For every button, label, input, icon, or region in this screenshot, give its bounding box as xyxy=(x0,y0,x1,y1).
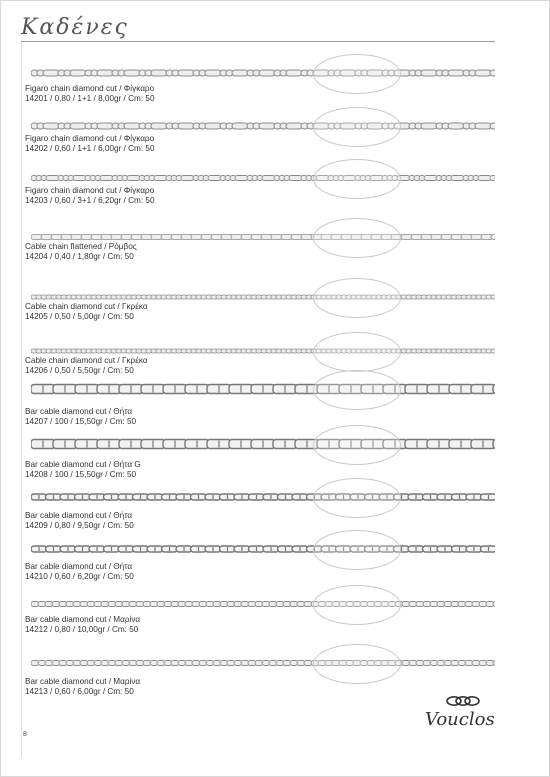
magnifier-circle xyxy=(313,332,401,372)
magnifier-circle xyxy=(313,585,401,625)
product-caption xyxy=(25,356,148,376)
product-name: Figaro chain diamond cut / Φίγκαρο xyxy=(25,134,155,143)
product-specs: 14206 / 0,50 / 5,50gr / Cm: 50 xyxy=(25,366,134,375)
product-specs: 14209 / 0,80 / 9,50gr / Cm: 50 xyxy=(25,521,134,530)
product-name: Cable chain diamond cut / Γκρέκα xyxy=(25,356,148,365)
magnifier-circle xyxy=(313,478,401,518)
magnifier-circle xyxy=(313,54,401,94)
product-name: Cable chain diamond cut / Γκρέκα xyxy=(25,302,148,311)
product-name: Bar cable diamond cut / Μαρίνα xyxy=(25,615,141,624)
chain-image xyxy=(31,489,495,503)
product-specs: 14201 / 0,80 / 1+1 / 8,00gr / Cm: 50 xyxy=(25,94,155,103)
magnifier-circle xyxy=(313,644,401,684)
product-name: Figaro chain diamond cut / Φίγκαρο xyxy=(25,186,155,195)
product-specs: 14203 / 0,60 / 3+1 / 6,20gr / Cm: 50 xyxy=(25,196,155,205)
chain-image xyxy=(31,343,495,357)
product-caption xyxy=(25,302,148,322)
product-name: Bar cable diamond cut / Θήτα G xyxy=(25,460,141,469)
product-caption xyxy=(25,615,140,635)
product-caption xyxy=(25,242,137,262)
product-caption xyxy=(25,134,155,154)
magnifier-circle xyxy=(313,370,401,410)
product-specs: 14204 / 0,40 / 1,80gr / Cm: 50 xyxy=(25,252,134,261)
page-title: Καδένες xyxy=(21,15,129,40)
product-caption xyxy=(25,562,134,582)
product-specs: 14205 / 0,50 / 5,00gr / Cm: 50 xyxy=(25,312,134,321)
magnifier-circle xyxy=(313,425,401,465)
product-specs: 14213 / 0,60 / 6,00gr / Cm: 50 xyxy=(25,687,134,696)
product-name: Bar cable diamond cut / Μαρίνα xyxy=(25,677,141,686)
product-caption xyxy=(25,677,140,697)
chain-image xyxy=(31,229,495,243)
magnifier-circle xyxy=(313,218,401,258)
chain-image xyxy=(31,655,495,669)
magnifier-circle xyxy=(313,278,401,318)
product-caption xyxy=(25,460,141,480)
left-margin-rule xyxy=(21,43,22,758)
header-divider xyxy=(21,41,495,42)
product-name: Bar cable diamond cut / Θήτα xyxy=(25,407,133,416)
product-caption xyxy=(25,407,136,427)
product-caption xyxy=(25,511,134,531)
chain-image xyxy=(31,118,495,132)
chain-image xyxy=(31,170,495,184)
chain-image xyxy=(31,436,495,450)
product-specs: 14210 / 0,60 / 6,20gr / Cm: 50 xyxy=(25,572,134,581)
brand-name: Vouclos xyxy=(425,709,495,730)
product-name: Bar cable diamond cut / Θήτα xyxy=(25,562,133,571)
chain-image xyxy=(31,596,495,610)
magnifier-circle xyxy=(313,530,401,570)
product-specs: 14207 / 100 / 15,50gr / Cm: 50 xyxy=(25,417,137,426)
product-specs: 14202 / 0,60 / 1+1 / 6,00gr / Cm: 50 xyxy=(25,144,155,153)
product-name: Bar cable diamond cut / Θήτα xyxy=(25,511,133,520)
product-specs: 14208 / 100 / 15,50gr / Cm: 50 xyxy=(25,470,137,479)
product-caption xyxy=(25,84,155,104)
product-name: Figaro chain diamond cut / Φίγκαρο xyxy=(25,84,155,93)
chain-image xyxy=(31,541,495,555)
page-number: 8 xyxy=(23,731,27,738)
magnifier-circle xyxy=(313,159,401,199)
product-name: Cable chain flattened / Ρόμβος xyxy=(25,242,137,251)
brand-logo-icon xyxy=(445,695,481,707)
chain-image xyxy=(31,381,495,395)
chain-image xyxy=(31,65,495,79)
product-specs: 14212 / 0,80 / 10,00gr / Cm: 50 xyxy=(25,625,139,634)
product-caption xyxy=(25,186,155,206)
magnifier-circle xyxy=(313,107,401,147)
chain-image xyxy=(31,289,495,303)
